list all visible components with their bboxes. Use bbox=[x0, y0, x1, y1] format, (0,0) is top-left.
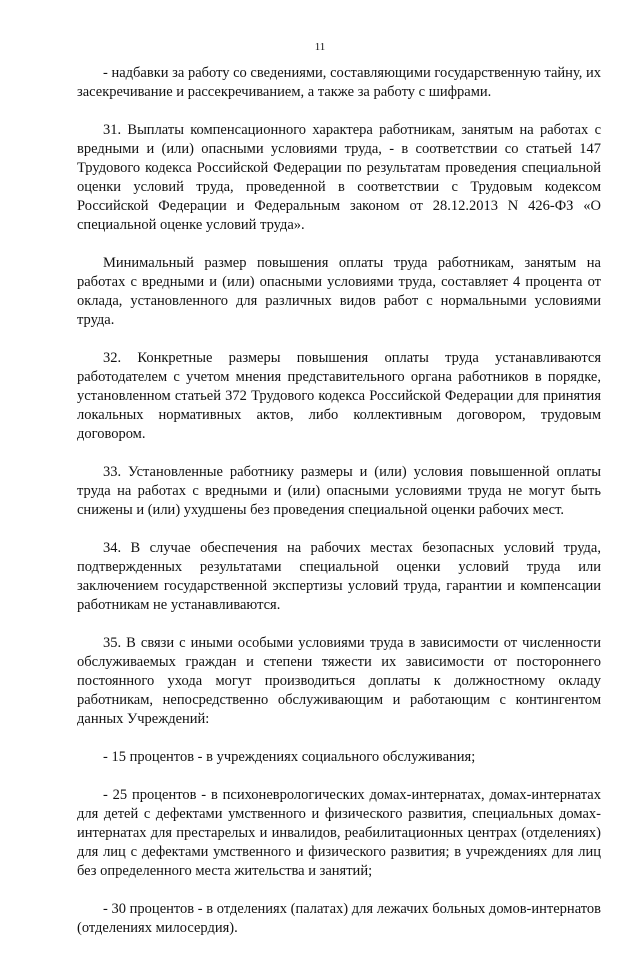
paragraph-35: 35. В связи с иными особыми условиями труда в зависимости от численности обслуживаемых граждан и степени тяжести их зависимости от постороннего постоянного ухода могут производиться доплаты к должностному окладу работникам, непосредственно обслуживающим и работающим с контингентом данных Учреждений: bbox=[77, 635, 601, 727]
list-item-15-percent: - 15 процентов - в учреждениях социального обслуживания; bbox=[103, 749, 476, 765]
list-item-30-percent: - 30 процентов - в отделениях (палатах) для лежачих больных домов-интернатов (отделениях милосердия). bbox=[77, 901, 601, 936]
paragraph-32: 32. Конкретные размеры повышения оплаты труда устанавливаются работодателем с учетом мнения представительного органа работников в порядке, установленном статьей 372 Трудового кодекса Российской Федерации для принятия локальных нормативных актов, либо коллективным договором, трудовым договором. bbox=[77, 350, 601, 442]
page-number: 11 bbox=[314, 41, 326, 53]
paragraph-34: 34. В случае обеспечения на рабочих местах безопасных условий труда, подтвержденных результатами специальной оценки условий труда или заключением государственной экспертизы условий труда, гарантии и компенсации работникам не устанавливаются. bbox=[77, 540, 601, 613]
paragraph-31: 31. Выплаты компенсационного характера работникам, занятым на работах с вредными и (или) опасными условиями труда, - в соответствии со статьей 147 Трудового кодекса Российской Федерации по результатам проведения специальной оценки условий труда, проведенной в соответствии с Трудовым кодексом Российской Федерации и Федеральным законом от 28.12.2013 N 426-ФЗ «О специальной оценке условий труда». bbox=[77, 122, 601, 233]
paragraph-33: 33. Установленные работнику размеры и (или) условия повышенной оплаты труда на работах с вредными и (или) опасными условиями труда не могут быть снижены и (или) ухудшены без проведения специальной оценки рабочих мест. bbox=[77, 464, 601, 518]
paragraph-minimum-increase: Минимальный размер повышения оплаты труда работникам, занятым на работах с вредными и (или) опасными условиями труда, составляет 4 процента от оклада, установленного для различных видов работ с нормальными условиями труда. bbox=[77, 255, 601, 328]
paragraph-state-secret-allowance: - надбавки за работу со сведениями, составляющими государственную тайну, их засекречивание и рассекречиванием, а также за работу с шифрами. bbox=[77, 65, 601, 100]
document-body bbox=[77, 64, 601, 957]
list-item-25-percent: - 25 процентов - в психоневрологических домах-интернатах, домах-интернатах для детей с дефектами умственного и физического развития, специальных домах-интернатах для престарелых и инвалидов, реабилитационных центрах (отделениях) для лиц с дефектами умственного и физического развития; в учреждениях для лиц без определенного места жительства и занятий; bbox=[77, 787, 601, 879]
